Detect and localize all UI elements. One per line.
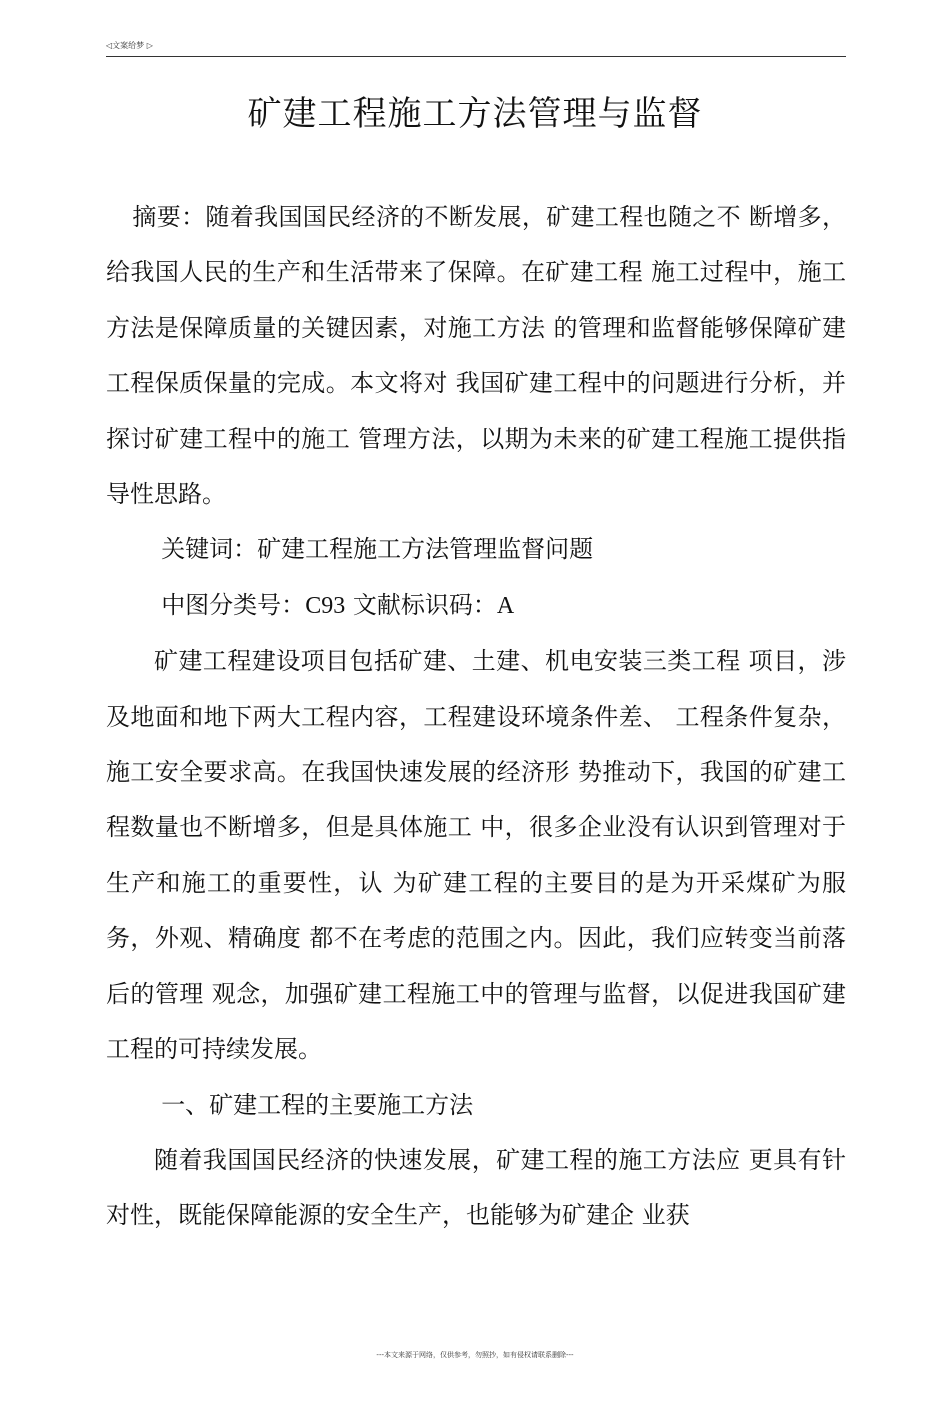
classification-line bbox=[106, 578, 846, 634]
page-footer: ---本文来源于网络，仅供参考，勿照抄，如有侵权请联系删除--- bbox=[376, 1351, 574, 1359]
page-header bbox=[106, 40, 846, 57]
classification-middle: 文献标识码： bbox=[345, 590, 497, 619]
document-title: 矿建工程施工方法管理与监督 bbox=[247, 94, 703, 134]
section-1-paragraph: 随着我国国民经济的快速发展，矿建工程的施工方法应 更具有针对性，既能保障能源的安全生产，也能够为矿建企 业获 bbox=[106, 1145, 846, 1230]
header-text: ◁文案给梦 ▷ bbox=[106, 41, 153, 50]
classification-prefix: 中图分类号： bbox=[161, 590, 306, 619]
keywords-line: 关键词：矿建工程施工方法管理监督问题 bbox=[161, 535, 594, 564]
document-code: A bbox=[496, 592, 515, 619]
document-body bbox=[106, 190, 846, 1244]
intro-paragraph: 矿建工程建设项目包括矿建、土建、机电安装三类工程 项目，涉及地面和地下两大工程内容，工程建设环境条件差、 工程条件复杂，施工安全要求高。在我国快速发展的经济形 势推动下，我国的矿建工程数量也不断增多，但是具体施工 中，很多企业没有认识到管理对于生产和施工的重要性，认 为矿建工程的主要目的是为开采煤矿为服务，外观、精确度 都不在考虑的范围之内。因此，我们应转变当前落后的管理 观念，加强矿建工程施工中的管理与监督，以促进我国矿建 工程的可持续发展。 bbox=[106, 647, 846, 1064]
section-1-heading: 一、矿建工程的主要施工方法 bbox=[161, 1090, 474, 1119]
classification-code: C93 bbox=[305, 592, 346, 619]
abstract-paragraph: 摘要：随着我国国民经济的不断发展，矿建工程也随之不 断增多，给我国人民的生产和生活带来了保障。在矿建工程 施工过程中，施工方法是保障质量的关键因素，对施工方法 的管理和监督能够保障矿建工程保质保量的完成。本文将对 我国矿建工程中的问题进行分析，并探讨矿建工程中的施工 管理方法，以期为未来的矿建工程施工提供指导性思路。 bbox=[106, 203, 846, 509]
